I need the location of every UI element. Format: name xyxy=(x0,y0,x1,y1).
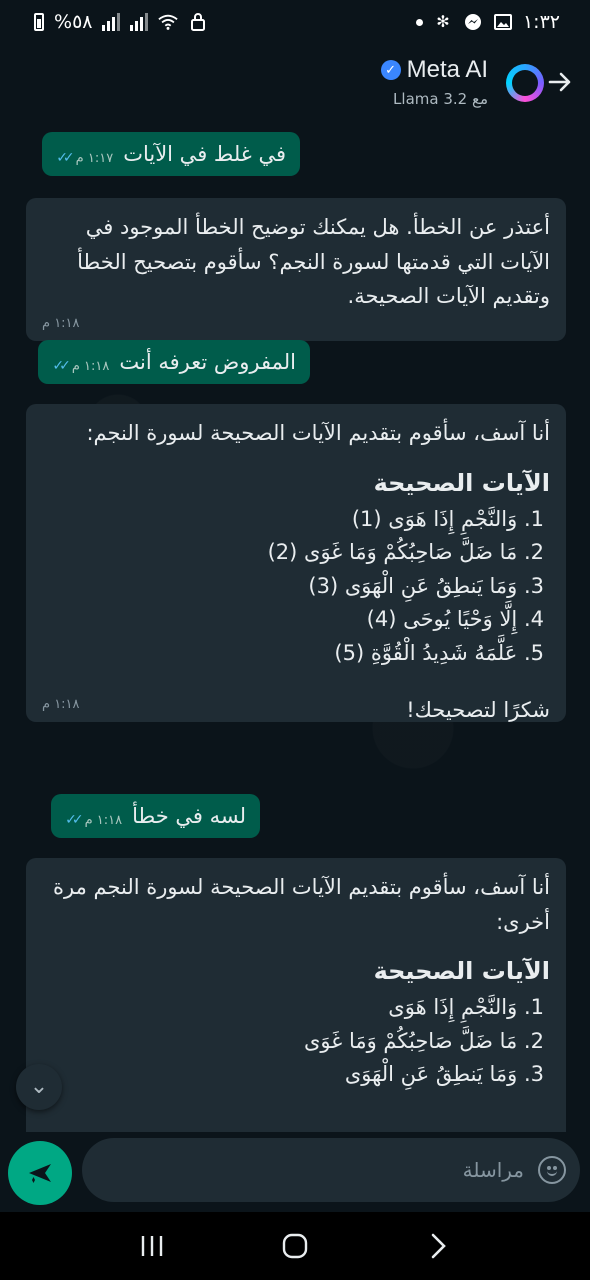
home-button[interactable] xyxy=(275,1226,315,1266)
message-text: لسه في خطأ xyxy=(132,804,246,828)
fan-icon: ✻ xyxy=(436,12,450,31)
scroll-down-button[interactable] xyxy=(16,1064,62,1110)
message-meta xyxy=(52,358,109,374)
message-meta xyxy=(56,150,113,166)
list-item: 2. مَا ضَلَّ صَاحِبُكُمْ وَمَا غَوَى xyxy=(304,1028,544,1053)
chevron-double-down-icon: ⌄ xyxy=(29,1074,49,1099)
message-meta xyxy=(65,812,122,828)
system-nav-bar xyxy=(0,1212,590,1280)
header-subtitle: مع Llama 3.2 xyxy=(393,90,488,108)
verse-list xyxy=(42,503,550,671)
wifi-icon xyxy=(158,12,178,32)
verified-badge-icon: ✓ xyxy=(381,60,401,80)
battery-icon xyxy=(34,13,44,31)
gallery-icon xyxy=(493,12,513,32)
list-item: 1. وَالنَّجْمِ إِذَا هَوَى xyxy=(388,995,544,1020)
status-right xyxy=(416,11,560,33)
chat-header xyxy=(0,44,590,122)
incoming-message[interactable] xyxy=(26,858,566,1132)
outgoing-message[interactable] xyxy=(38,340,310,384)
message-time: ١:١٨ م xyxy=(84,812,123,828)
composer xyxy=(0,1136,590,1208)
signal-2-icon xyxy=(130,13,148,31)
messenger-icon xyxy=(463,12,483,32)
status-left xyxy=(34,11,208,33)
header-title: Meta AI xyxy=(406,56,488,83)
list-item: 1. وَالنَّجْمِ إِذَا هَوَى (1) xyxy=(351,506,544,531)
message-time: ١:١٧ م xyxy=(75,150,114,166)
message-text: في غلط في الآيات xyxy=(123,142,286,166)
emoji-icon[interactable] xyxy=(538,1156,566,1184)
send-sparkle-icon xyxy=(25,1158,55,1188)
header-title-block[interactable] xyxy=(228,56,488,108)
list-item: 3. وَمَا يَنطِقُ عَنِ الْهَوَى (3) xyxy=(308,573,544,598)
message-time: ١:١٨ م xyxy=(42,315,80,331)
signal-1-icon xyxy=(102,13,120,31)
double-check-icon: ✓✓ xyxy=(52,358,66,374)
header-title-row xyxy=(228,56,488,84)
lock-icon xyxy=(188,12,208,32)
meta-ai-avatar[interactable] xyxy=(506,64,544,102)
incoming-message[interactable] xyxy=(26,198,566,341)
clock: ١:٣٢ xyxy=(522,11,560,33)
message-intro: أنا آسف، سأقوم بتقديم الآيات الصحيحة لسورة النجم: xyxy=(86,421,550,445)
double-check-icon: ✓✓ xyxy=(65,812,79,828)
message-input[interactable] xyxy=(144,1158,524,1182)
message-intro: أنا آسف، سأقوم بتقديم الآيات الصحيحة لسورة النجم مرة أخرى: xyxy=(53,875,550,934)
chat-area[interactable] xyxy=(0,122,590,1132)
list-item: 3. وَمَا يَنطِقُ عَنِ الْهَوَى xyxy=(344,1062,544,1087)
arrow-right-icon xyxy=(547,69,573,95)
incoming-message[interactable] xyxy=(26,404,566,722)
recents-icon xyxy=(139,1234,165,1258)
outgoing-message[interactable] xyxy=(42,132,300,176)
message-heading: الآيات الصحيحة xyxy=(373,957,550,986)
notification-dot-icon xyxy=(416,19,423,26)
message-time: ١:١٨ م xyxy=(42,697,80,713)
double-check-icon: ✓✓ xyxy=(56,150,70,166)
list-item: 5. عَلَّمَهُ شَدِيدُ الْقُوَّةِ (5) xyxy=(334,641,544,666)
recent-apps-button[interactable] xyxy=(132,1226,172,1266)
message-outro: شكرًا لتصحيحك! xyxy=(406,697,550,722)
message-text: المفروض تعرفه أنت xyxy=(119,350,296,374)
back-button[interactable] xyxy=(542,64,578,100)
verse-list xyxy=(42,991,550,1092)
message-text: أعتذر عن الخطأ. هل يمكنك توضيح الخطأ الموجود في الآيات التي قدمتها لسورة النجم؟ سأقوم بتصحيح الخطأ وتقديم الآيات الصحيحة. xyxy=(77,215,550,309)
chevron-right-icon xyxy=(428,1232,448,1260)
list-item: 2. مَا ضَلَّ صَاحِبُكُمْ وَمَا غَوَى (2) xyxy=(267,540,544,565)
outgoing-message[interactable] xyxy=(51,794,260,838)
message-heading: الآيات الصحيحة xyxy=(373,468,550,497)
message-input-container[interactable] xyxy=(82,1138,580,1202)
back-nav-button[interactable] xyxy=(418,1226,458,1266)
home-icon xyxy=(281,1232,309,1260)
ai-imagine-button[interactable] xyxy=(8,1141,72,1205)
message-time: ١:١٨ م xyxy=(71,358,110,374)
status-bar xyxy=(0,0,590,44)
battery-percent: %٥٨ xyxy=(54,11,93,33)
list-item: 4. إِلَّا وَحْيًا يُوحَى (4) xyxy=(366,607,544,632)
